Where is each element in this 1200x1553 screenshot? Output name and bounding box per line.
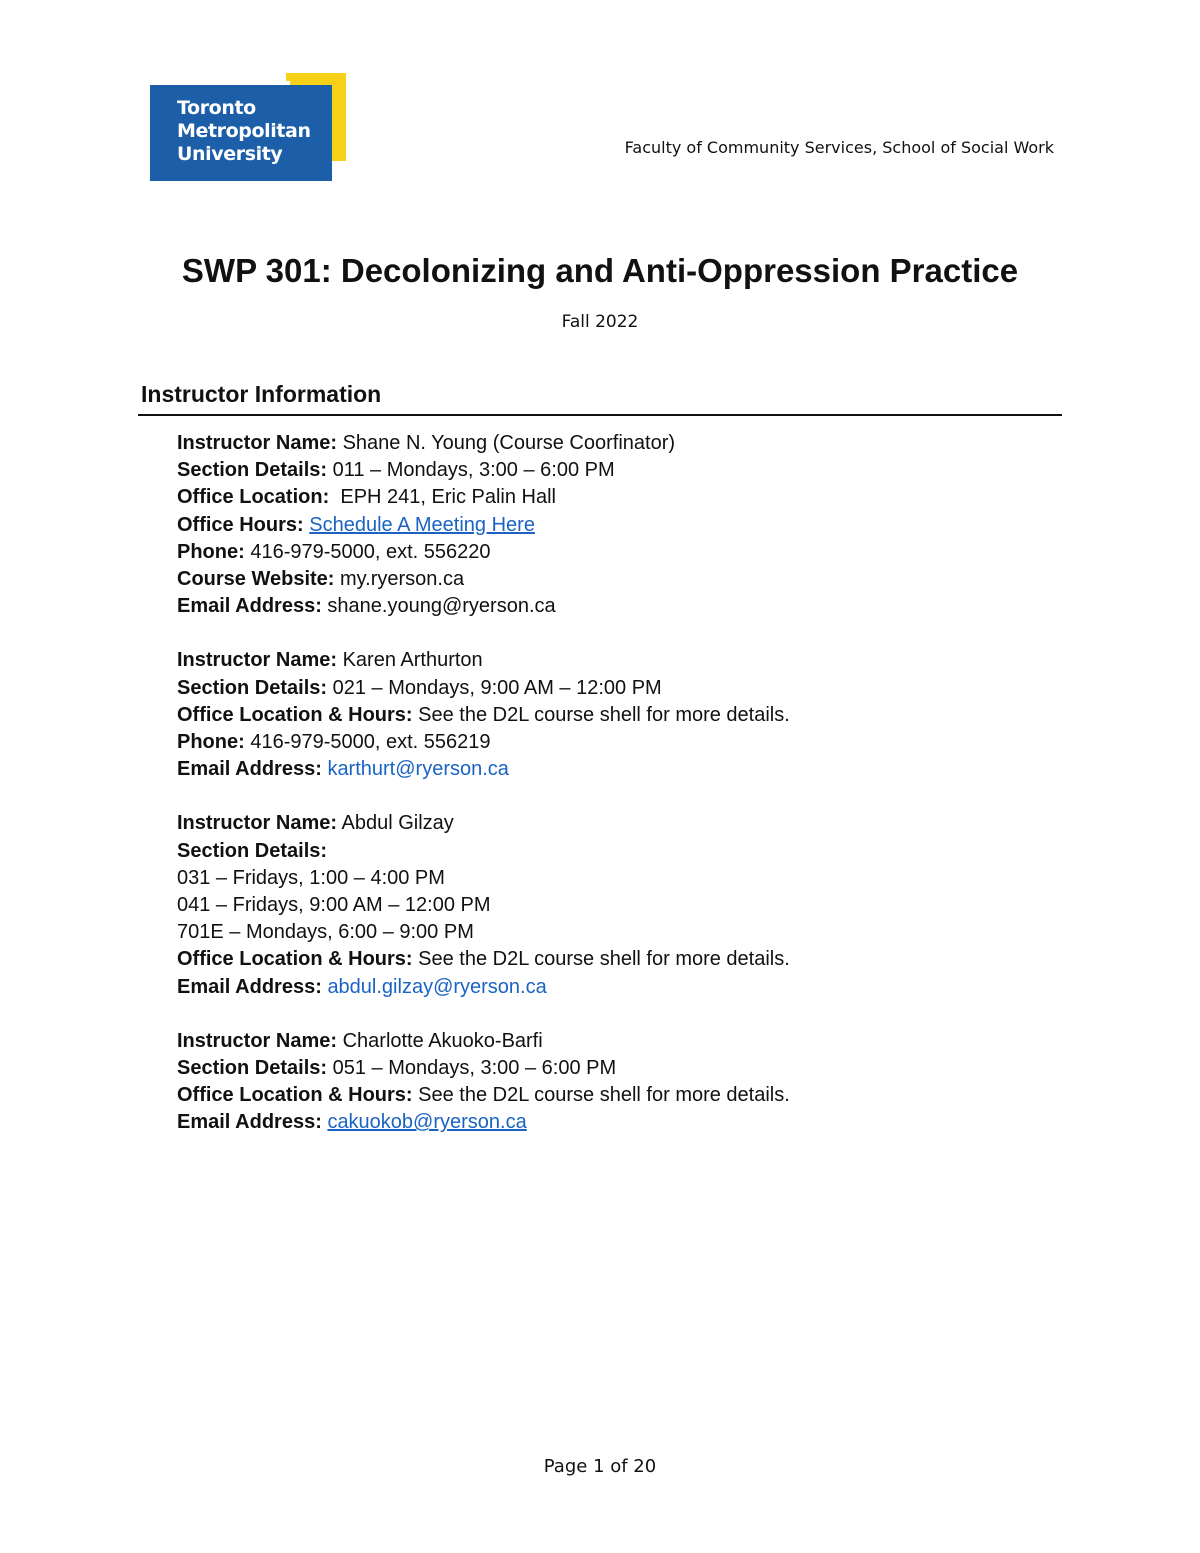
section-details-row (177, 1055, 1037, 1082)
field-label: Section Details: (177, 459, 328, 482)
email-row (177, 593, 1037, 620)
page-number: Page 1 of 20 (543, 1456, 657, 1477)
section-heading: Instructor Information (141, 381, 382, 407)
phone-number: 416-979-5000, ext. 556219 (244, 731, 491, 754)
email-row (177, 974, 1037, 1001)
field-label: Email Address: (177, 595, 322, 618)
office-location-row (177, 702, 1037, 729)
section-details: 021 – Mondays, 9:00 AM – 12:00 PM (327, 676, 662, 699)
office-hours-row (177, 512, 1037, 539)
office-location-row (177, 946, 1037, 973)
field-label: Instructor Name: (177, 649, 338, 672)
logo-wordmark (177, 97, 311, 166)
phone-number: 416-979-5000, ext. 556220 (244, 540, 491, 563)
section-entry: 031 – Fridays, 1:00 – 4:00 PM (177, 866, 445, 889)
field-label: Section Details: (177, 676, 328, 699)
field-label: Phone: (177, 540, 245, 563)
section-details: 051 – Mondays, 3:00 – 6:00 PM (327, 1057, 617, 1080)
field-label: Office Location & Hours: (177, 948, 413, 971)
faculty-header: Faculty of Community Services, School of Social Work (624, 138, 1054, 157)
field-label: Office Location & Hours: (177, 703, 413, 726)
field-label: Instructor Name: (177, 1029, 338, 1052)
field-label: Instructor Name: (177, 812, 338, 835)
logo-line: Metropolitan (177, 120, 311, 142)
section-details: 011 – Mondays, 3:00 – 6:00 PM (327, 459, 615, 482)
course-term: Fall 2022 (561, 312, 639, 332)
instructor-name: Shane N. Young (Course Coorfinator) (337, 432, 676, 454)
email-link[interactable]: cakuokob@ryerson.ca (327, 1111, 527, 1134)
field-label: Email Address: (177, 975, 322, 998)
course-website-row (177, 566, 1037, 593)
field-label: Course Website: (177, 568, 335, 591)
email-link[interactable]: karthurt@ryerson.ca (327, 758, 509, 781)
office-location: See the D2L course shell for more details. (412, 1084, 790, 1107)
schedule-meeting-link[interactable]: Schedule A Meeting Here (309, 513, 535, 536)
instructor-list (177, 430, 1037, 1164)
instructor-block (177, 430, 1037, 620)
office-location: See the D2L course shell for more details. (412, 948, 790, 971)
email-link[interactable]: abdul.gilzay@ryerson.ca (327, 975, 547, 998)
course-title: SWP 301: Decolonizing and Anti-Oppression Practice (181, 252, 1019, 289)
university-logo (150, 73, 346, 181)
office-location: See the D2L course shell for more details. (412, 703, 790, 726)
field-label: Section Details: (177, 839, 328, 862)
section-details-row (177, 838, 1037, 865)
field-label: Email Address: (177, 758, 322, 781)
logo-line: Toronto (177, 97, 256, 119)
instructor-name-row (177, 810, 1037, 837)
field-label: Phone: (177, 731, 245, 754)
field-label: Office Location: (177, 486, 330, 509)
email-address: shane.young@ryerson.ca (321, 595, 556, 618)
email-row (177, 1109, 1037, 1136)
instructor-name-row (177, 430, 1037, 457)
instructor-name: Karen Arthurton (337, 649, 483, 672)
office-location-row (177, 484, 1037, 511)
heading-rule (138, 414, 1062, 416)
phone-row (177, 729, 1037, 756)
field-label: Office Location & Hours: (177, 1084, 413, 1107)
office-location-row (177, 1082, 1037, 1109)
office-location: EPH 241, Eric Palin Hall (329, 486, 556, 509)
field-label: Instructor Name: (177, 432, 338, 454)
field-label: Office Hours: (177, 513, 304, 536)
instructor-name-row (177, 1028, 1037, 1055)
phone-row (177, 539, 1037, 566)
email-row (177, 756, 1037, 783)
instructor-block (177, 647, 1037, 783)
section-details-row (177, 457, 1037, 484)
instructor-name: Abdul Gilzay (337, 812, 454, 835)
section-details-row (177, 675, 1037, 702)
instructor-block (177, 1028, 1037, 1137)
instructor-name-row (177, 647, 1037, 674)
instructor-block (177, 810, 1037, 1000)
field-label: Email Address: (177, 1111, 322, 1134)
instructor-name: Charlotte Akuoko-Barfi (337, 1029, 543, 1052)
section-entry: 701E – Mondays, 6:00 – 9:00 PM (177, 921, 474, 944)
logo-line: University (177, 143, 283, 165)
field-label: Section Details: (177, 1057, 328, 1080)
section-entry: 041 – Fridays, 9:00 AM – 12:00 PM (177, 894, 491, 917)
course-website: my.ryerson.ca (334, 568, 465, 591)
